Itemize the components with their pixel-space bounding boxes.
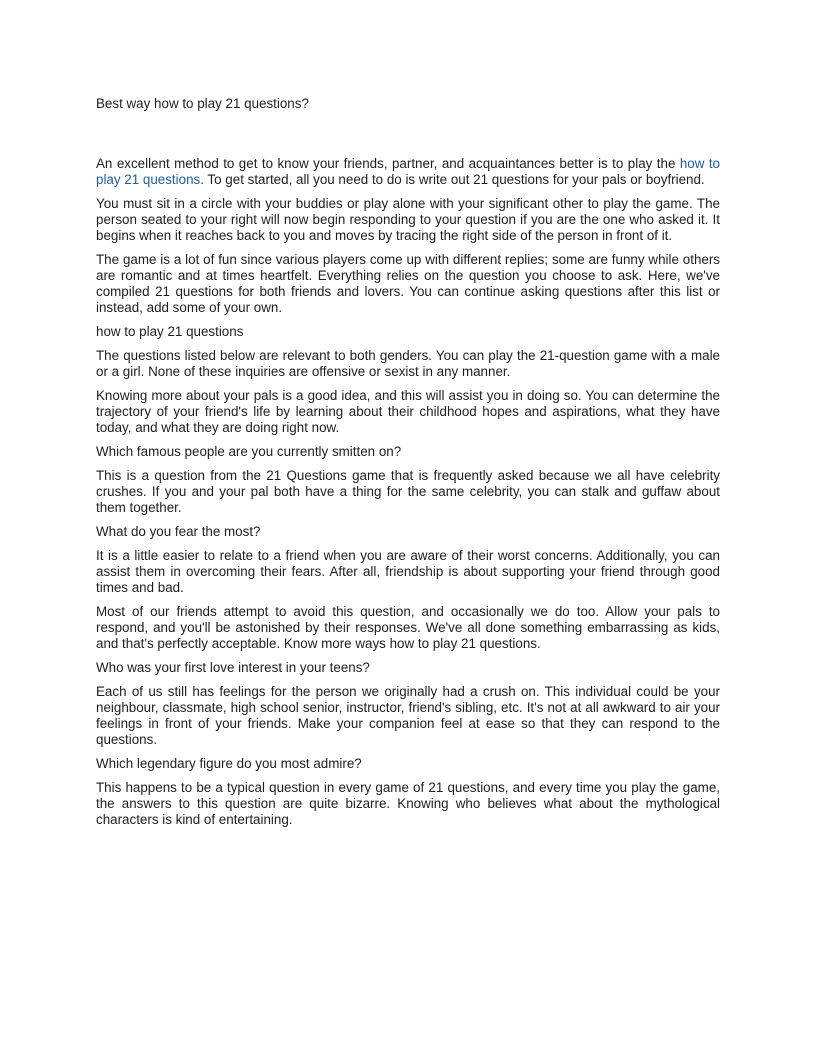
question-fear: What do you fear the most? — [96, 524, 261, 539]
intro-paragraph — [96, 156, 720, 188]
paragraph-crush: Each of us still has feelings for the person we originally had a crush on. This individual could be your neighbour, classmate, high school senior, instructor, friend's sibling, etc. It's not at all awkward to air your feelings in front of your friends. Make your companion feel at ease so that they can respond to the questions. — [96, 684, 720, 747]
section-heading: how to play 21 questions — [96, 324, 244, 339]
article-body — [96, 156, 720, 828]
paragraph-circle: You must sit in a circle with your buddies or play alone with your significant other to play the game. The person seated to your right will now begin responding to your question if you are the one who asked it. It begins when it reaches back to you and moves by tracing the right side of the person in front of it. — [96, 196, 720, 243]
paragraph-fun: The game is a lot of fun since various players come up with different replies; some are funny while others are romantic and at times heartfelt. Everything relies on the question you choose to ask. Here, we've compiled 21 questions for both friends and lovers. You can continue asking questions after this list or instead, add some of your own. — [96, 252, 720, 315]
paragraph-celebrity: This is a question from the 21 Questions game that is frequently asked because we all have celebrity crushes. If you and your pal both have a thing for the same celebrity, you can stalk and guffaw about them together. — [96, 468, 720, 515]
paragraph-legendary: This happens to be a typical question in every game of 21 questions, and every time you play the game, the answers to this question are quite bizarre. Knowing who believes what about the mythological characters is kind of entertaining. — [96, 780, 720, 827]
paragraph-genders: The questions listed below are relevant to both genders. You can play the 21-question game with a male or a girl. None of these inquiries are offensive or sexist in any manner. — [96, 348, 720, 379]
intro-text-start: An excellent method to get to know your friends, partner, and acquaintances better is to play the — [96, 156, 680, 171]
paragraph-pals: Knowing more about your pals is a good idea, and this will assist you in doing so. You can determine the trajectory of your friend's life by learning about their childhood hopes and aspirations, what they have today, and what they are doing right now. — [96, 388, 720, 435]
question-first-love: Who was your first love interest in your teens? — [96, 660, 370, 675]
question-legendary-figure: Which legendary figure do you most admire? — [96, 756, 362, 771]
paragraph-embarrassing: Most of our friends attempt to avoid this question, and occasionally we do too. Allow your pals to respond, and you'll be astonished by their responses. We've all done something embarrassing as kids, and that's perfectly acceptable. Know more ways how to play 21 questions. — [96, 604, 720, 651]
intro-text-end: . To get started, all you need to do is write out 21 questions for your pals or boyfriend. — [200, 172, 705, 187]
page-title: Best way how to play 21 questions? — [96, 96, 309, 111]
paragraph-fear: It is a little easier to relate to a friend when you are aware of their worst concerns. Additionally, you can assist them in overcoming their fears. After all, friendship is about supporting your friend through good times and bad. — [96, 548, 720, 595]
question-famous-people: Which famous people are you currently smitten on? — [96, 444, 402, 459]
how-to-play-link[interactable]: how to play 21 questions — [96, 156, 720, 187]
